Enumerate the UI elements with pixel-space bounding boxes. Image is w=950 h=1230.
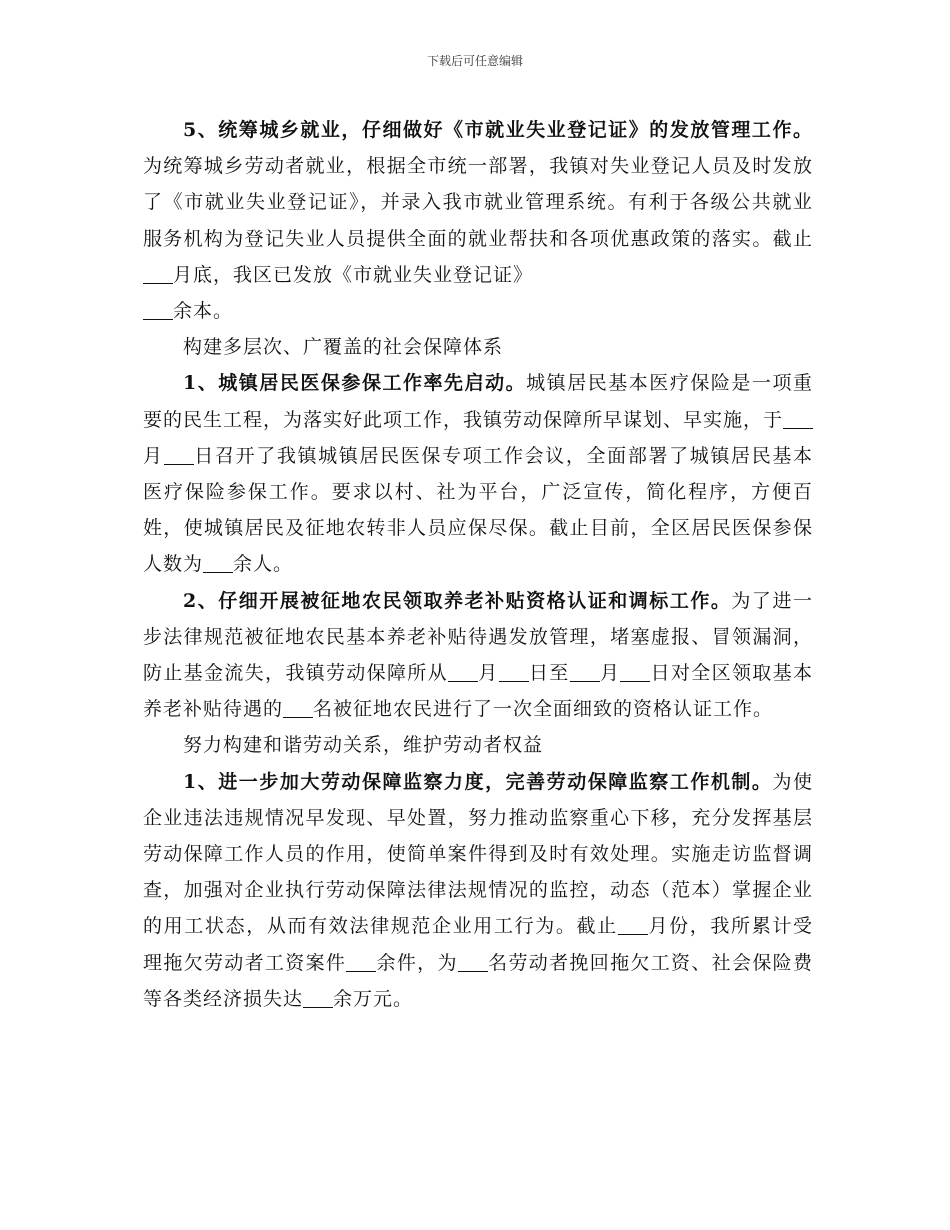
blank-field [499, 660, 529, 682]
blank-field [203, 552, 233, 574]
blank-field [346, 950, 376, 972]
paragraph-medical-insurance: 1、城镇居民医保参保工作率先启动。城镇居民基本医疗保险是一项重要的民生工程，为落实好此项工作，我镇劳动保障所早谋划、早实施，于月 日召开了我镇城镇居民医保专项工作会议，全面部署了城镇居民基本医疗保险参保工作。要求以村、社为平台，广泛宣传，简化程序，方便百姓，使城镇居民及征地农转非人员应保尽保。截止目前，全区居民医保参保人数为 余人。 [143, 372, 813, 576]
blank-field [570, 660, 600, 682]
blank-field [618, 914, 648, 936]
blank-field [303, 986, 333, 1008]
blank-field [164, 443, 194, 465]
paragraph-heading: 2、仔细开展被征地农民领取养老补贴资格认证和调标工作。 [183, 589, 732, 612]
paragraph-heading: 1、城镇居民医保参保工作率先启动。 [183, 372, 527, 395]
paragraph-heading: 1、进一步加大劳动保障监察力度，完善劳动保障监察工作机制。 [183, 770, 773, 793]
document-body [143, 112, 813, 1017]
blank-field [143, 298, 173, 320]
section-title: 构建多层次、广覆盖的社会保障体系 [183, 336, 504, 359]
blank-field [143, 262, 173, 284]
paragraph-employment: 5、统筹城乡就业，仔细做好《市就业失业登记证》的发放管理工作。为统筹城乡劳动者就业，根据全市统一部署，我镇对失业登记人员及时发放了《市就业失业登记证》，并录入我市就业管理系统。有利于各级公共就业服务机构为登记失业人员提供全面的就业帮扶和各项优惠政策的落实。截止月底，我区已发放《市就业失业登记证》 余本。 [143, 119, 813, 323]
blank-field [783, 407, 813, 429]
page-header: 下载后可任意编辑 [426, 54, 523, 68]
paragraph-labor-supervision: 1、进一步加大劳动保障监察力度，完善劳动保障监察工作机制。为使企业违法违规情况早发现、早处置，努力推动监察重心下移，充分发挥基层劳动保障工作人员的作用，使简单案件得到及时有效处理。实施走访监督调查，加强对企业执行劳动保障法律法规情况的监控，动态（范本）掌握企业的用工状态，从而有效法律规范企业用工行为。截止 月份，我所累计受理拖欠劳动者工资案件 余件，为 名劳动者挽回拖欠工资、社会保险费等各类经济损失达 余万元。 [143, 770, 813, 1010]
paragraph-pension-certification: 2、仔细开展被征地农民领取养老补贴资格认证和调标工作。为了进一步法律规范被征地农民基本养老补贴待遇发放管理，堵塞虚报、冒领漏洞，防止基金流失，我镇劳动保障所从 月 日至 月 日对全区领取基本养老补贴待遇的 名被征地农民进行了一次全面细致的资格认证工作。 [143, 589, 813, 721]
section-title: 努力构建和谐劳动关系，维护劳动者权益 [183, 734, 544, 757]
blank-field [283, 696, 313, 718]
blank-field [620, 660, 650, 682]
paragraph-heading: 5、统筹城乡就业，仔细做好《市就业失业登记证》的发放管理工作。 [183, 119, 813, 141]
blank-field [448, 660, 478, 682]
blank-field [458, 950, 488, 972]
